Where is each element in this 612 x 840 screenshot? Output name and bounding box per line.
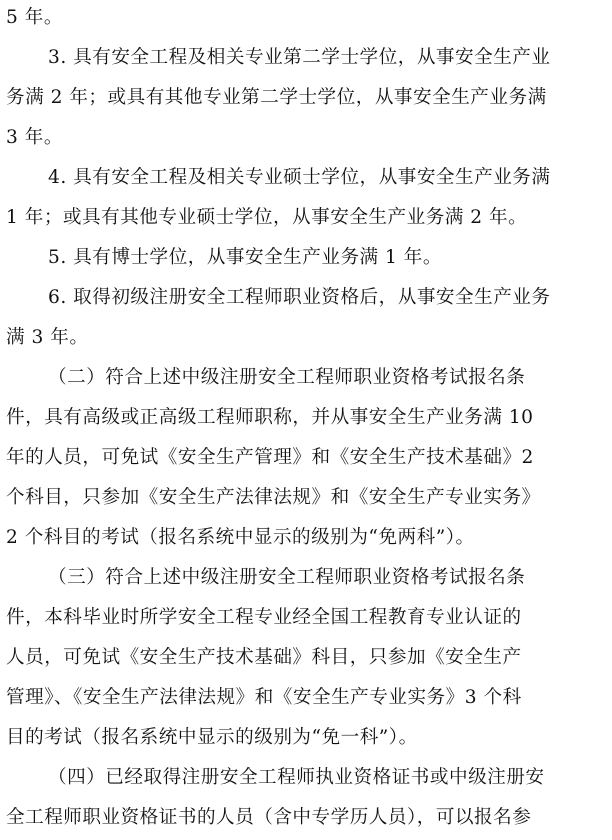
text-line: 全工程师职业资格证书的人员（含中专学历人员），可以报名参: [6, 807, 532, 828]
text-line: 人员，可免试《安全生产技术基础》科目，只参加《安全生产: [6, 647, 522, 668]
text-line: 管理》、《安全生产法律法规》和《安全生产专业实务》3 个科: [6, 687, 522, 708]
text-line: （三）符合上述中级注册安全工程师职业资格考试报名条: [48, 567, 526, 588]
text-line: 2 个科目的考试（报名系统中显示的级别为“免两科”）。: [6, 527, 475, 548]
text-line: 5 年。: [6, 7, 63, 28]
text-line: 件，具有高级或正高级工程师职称，并从事安全生产业务满 10: [6, 407, 534, 428]
text-line: 1 年；或具有其他专业硕士学位，从事安全生产业务满 2 年。: [6, 207, 528, 228]
text-line: 5. 具有博士学位，从事安全生产业务满 1 年。: [48, 247, 442, 268]
text-line: 4. 具有安全工程及相关专业硕士学位，从事安全生产业务满: [48, 167, 551, 188]
text-line: 个科目，只参加《安全生产法律法规》和《安全生产专业实务》: [6, 487, 541, 508]
text-line: 3. 具有安全工程及相关专业第二学士学位，从事安全生产业: [48, 47, 551, 68]
text-line: 件，本科毕业时所学安全工程专业经全国工程教育专业认证的: [6, 607, 522, 628]
text-line: 3 年。: [6, 127, 63, 148]
text-line: （四）已经取得注册安全工程师执业资格证书或中级注册安: [48, 767, 545, 788]
text-line: （二）符合上述中级注册安全工程师职业资格考试报名条: [48, 367, 526, 388]
text-line: 满 3 年。: [6, 327, 89, 348]
text-line: 6. 取得初级注册安全工程师职业资格后，从事安全生产业务: [48, 287, 551, 308]
text-line: 目的考试（报名系统中显示的级别为“免一科”）。: [6, 727, 418, 748]
text-line: 务满 2 年；或具有其他专业第二学士学位，从事安全生产业务满: [6, 87, 547, 108]
text-line: 年的人员，可免试《安全生产管理》和《安全生产技术基础》2: [6, 447, 534, 468]
